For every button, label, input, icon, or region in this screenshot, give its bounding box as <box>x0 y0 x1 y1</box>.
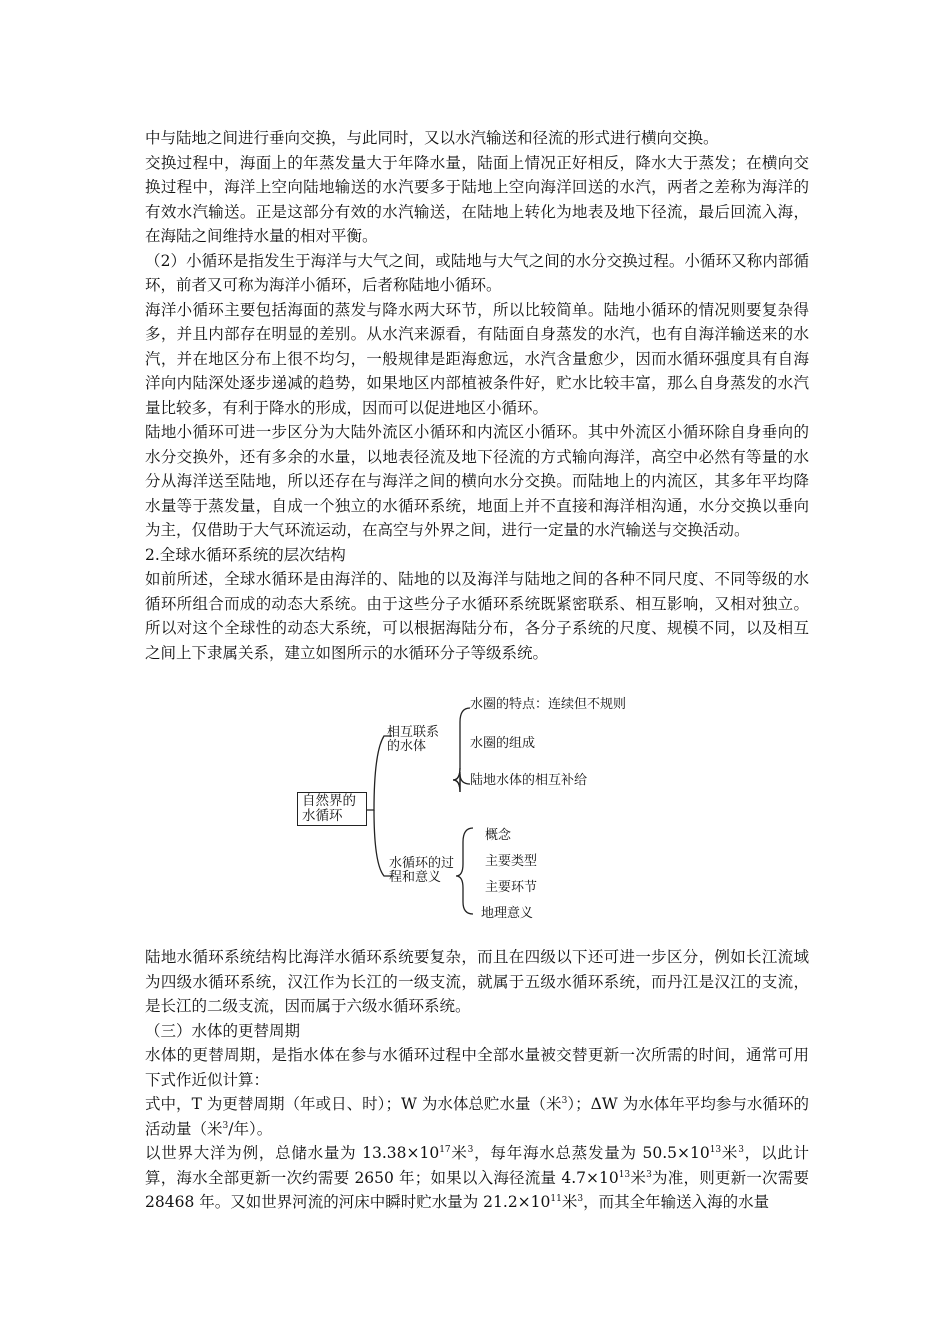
superscript: 3 <box>577 1194 584 1204</box>
superscript: 3 <box>222 1120 229 1131</box>
paragraph: 交换过程中，海面上的年蒸发量大于年降水量，陆面上情况正好相反，降水大于蒸发；在横向交换过程中，海洋上空向陆地输送的水汽要多于陆地上空向海洋回送的水汽，两者之差称为海洋的有效水汽输送。正是这部分有效的水汽输送，在陆地上转化为地表及地下径流，最后回流入海，在海陆之间维持水量的相对平衡。 <box>145 153 809 245</box>
text-run: ，以此计算，海水全部更新一次约需要 2650 年；如果以入海径流量 4.7×10 <box>145 1144 809 1187</box>
branch1-label: 的水体 <box>387 739 427 754</box>
text-run: ，而其全年输送入海的水量 <box>583 1193 770 1211</box>
branch2-label: 程和意义 <box>389 870 442 885</box>
diagram-root-box <box>297 792 367 826</box>
branch1-item: 水圈的特点：连续但不规则 <box>470 697 627 712</box>
text-run: 米 <box>450 1144 468 1162</box>
water-cycle-hierarchy-diagram <box>290 692 650 932</box>
section-heading: 2.全球水循环系统的层次结构 <box>145 545 346 564</box>
paragraph: 海洋小循环主要包括海面的蒸发与降水两大环节，所以比较简单。陆地小循环的情况则要复杂得多，并且内部存在明显的差别。从水汽来源看，有陆面自身蒸发的水汽，也有自海洋输送来的水汽，并在地区分布上很不均匀，一般规律是距海愈远，水汽含量愈少，因而水循环强度具有自海洋向内陆深处逐步递减的趋势，如果地区内部植被条件好，贮水比较丰富，那么自身蒸发的水汽量比较多，有利于降水的形成，因而可以促进地区小循环。 <box>145 300 809 417</box>
text-run: 米 <box>721 1144 739 1162</box>
superscript: 11 <box>550 1194 562 1204</box>
text-run: ）；ΔW 为水体年平均参与水循环的活动量（米 <box>145 1095 809 1138</box>
superscript: 13 <box>618 1169 631 1180</box>
paragraph <box>145 1141 809 1215</box>
branch1-lower-bracket <box>453 768 470 792</box>
paragraph: 陆地小循环可进一步区分为大陆外流区小循环和内流区小循环。其中外流区小循环除自身垂向的水分交换外，还有多余的水量，以地表径流及地下径流的方式输向海洋，高空中必然有等量的水分从海洋送至陆地，所以还存在与海洋之间的横向水分交换。而陆地上的内流区，其多年平均降水量等于蒸发量，自成一个独立的水循环系统，地面上并不直接和海洋相沟通，水分交换以垂向为主，仅借助于大气环流运动，在高空与外界之间，进行一定量的水汽输送与交换活动。 <box>145 423 809 539</box>
section-heading: （三）水体的更替周期 <box>145 1021 301 1040</box>
text-run: 式中，T 为更替周期（年或日、时）；W 为水体总贮水量（米 <box>145 1095 562 1113</box>
paragraph <box>145 1092 809 1141</box>
text-run: 米 <box>630 1168 647 1187</box>
branch1-label: 相互联系 <box>387 725 440 740</box>
paragraph: （2）小循环是指发生于海洋与大气之间，或陆地与大气之间的水分交换过程。小循环又称内部循环，前者又可称为海洋小循环，后者称陆地小循环。 <box>145 251 809 294</box>
diagram-root-label: 自然界的 <box>302 793 356 809</box>
paragraph: 陆地水循环系统结构比海洋水循环系统要复杂，而且在四级以下还可进一步区分，例如长江流域为四级水循环系统，汉江作为长江的一级支流，就属于五级水循环系统，而丹江是汉江的支流，是长江的二级支流，因而属于六级水循环系统。 <box>145 948 809 1015</box>
branch1-item: 水圈的组成 <box>470 736 536 751</box>
branch2-item: 主要类型 <box>485 854 538 869</box>
superscript: 3 <box>467 1145 474 1155</box>
superscript: 3 <box>561 1096 568 1106</box>
text-run: ，每年海水总蒸发量为 50.5×10 <box>473 1144 710 1162</box>
text-run: 米 <box>561 1193 578 1211</box>
superscript: 13 <box>709 1145 722 1155</box>
text-run: 以世界大洋为例，总储水量为 13.38×10 <box>145 1144 440 1162</box>
text-run: /年）。 <box>228 1119 273 1138</box>
paragraph: 中与陆地之间进行垂向交换，与此同时，又以水汽输送和径流的形式进行横向交换。 <box>145 129 719 147</box>
paragraph: 水体的更替周期，是指水体在参与水循环过程中全部水量被交替更新一次所需的时间，通常可用下式作近似计算： <box>145 1046 809 1089</box>
branch2-item: 地理意义 <box>481 906 534 921</box>
diagram-root-label: 水循环 <box>302 808 343 824</box>
text-run: 为准，则更新一次需要 28468 年。又如世界河流的河床中瞬时贮水量为 21.2×10 <box>145 1168 809 1211</box>
branch2-item: 概念 <box>485 828 512 843</box>
branch1-item: 陆地水体的相互补给 <box>470 773 588 788</box>
body-text-bottom <box>145 945 809 1215</box>
branch2-bracket <box>456 828 473 914</box>
superscript: 3 <box>738 1145 744 1155</box>
superscript: 17 <box>439 1145 451 1155</box>
paragraph: 如前所述，全球水循环是由海洋的、陆地的以及海洋与陆地之间的各种不同尺度、不同等级的水循环所组合而成的动态大系统。由于这些分子水循环系统既紧密联系、相互影响，又相对独立。所以对这个全球性的动态大系统，可以根据海陆分布，各分子系统的尺度、规模不同，以及相互之间上下隶属关系，建立如图所示的水循环分子等级系统。 <box>145 570 809 662</box>
superscript: 3 <box>646 1169 652 1180</box>
branch2-item: 主要环节 <box>485 880 538 895</box>
branch2-label: 水循环的过 <box>389 856 455 871</box>
body-text-top <box>145 126 809 665</box>
